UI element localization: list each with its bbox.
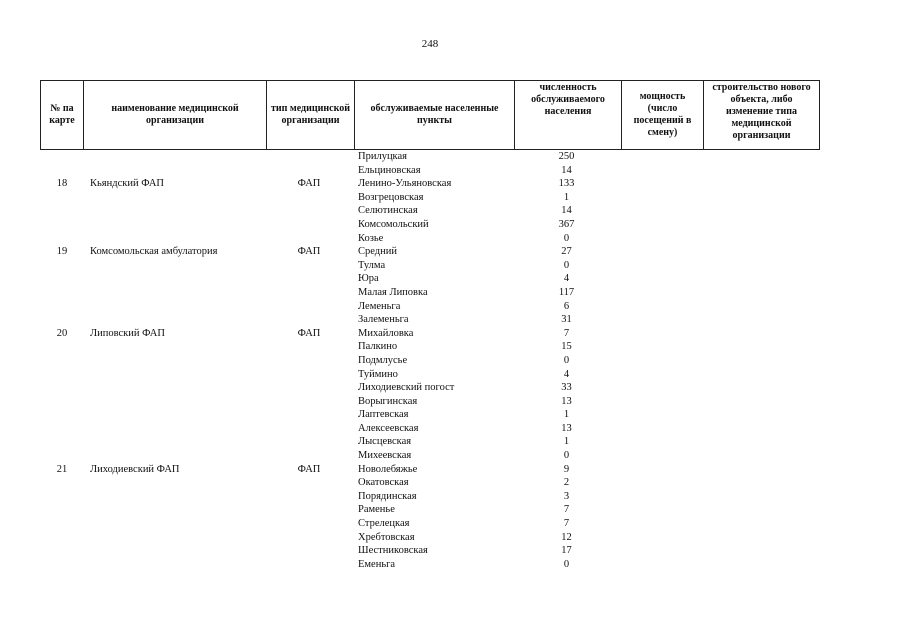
population-value: 250 xyxy=(558,151,575,162)
table-row xyxy=(0,408,905,422)
table-row xyxy=(0,503,905,517)
table-row xyxy=(0,218,905,232)
row-number: 21 xyxy=(56,463,68,475)
population-value: 1 xyxy=(563,409,570,421)
population-value: 7 xyxy=(563,327,570,339)
population-value: 2 xyxy=(563,477,570,489)
population-value: 7 xyxy=(563,518,570,530)
population-value: 12 xyxy=(561,531,572,543)
place-name: Тулма xyxy=(358,259,386,271)
table-row xyxy=(0,449,905,463)
table-header xyxy=(40,80,820,150)
table-row xyxy=(0,381,905,395)
row-number: 18 xyxy=(56,178,68,190)
header-population: численность обслуживаемого населения xyxy=(514,81,621,149)
population-value: 0 xyxy=(563,450,570,462)
population-value: 1 xyxy=(563,436,570,448)
population-value: 14 xyxy=(561,205,572,217)
org-type: ФАП xyxy=(297,246,321,258)
place-name: Палкино xyxy=(358,341,398,353)
table-row xyxy=(0,517,905,531)
table-row xyxy=(0,204,905,218)
place-name: Хребтовская xyxy=(358,531,415,543)
population-value: 117 xyxy=(558,286,575,298)
population-value: 4 xyxy=(563,273,570,285)
place-name: Средний xyxy=(358,246,397,258)
place-name: Возгрецовская xyxy=(358,191,424,203)
table-row xyxy=(0,164,905,178)
table-row xyxy=(0,313,905,327)
place-name: Прилуцкая xyxy=(358,151,407,162)
place-name: Ельциновская xyxy=(358,164,421,176)
place-name: Михайловка xyxy=(358,327,414,339)
table-row xyxy=(0,395,905,409)
header-num: № па карте xyxy=(40,81,83,149)
population-value: 0 xyxy=(563,232,570,244)
table-row xyxy=(0,490,905,504)
table-row xyxy=(0,259,905,273)
place-name: Еменьга xyxy=(358,558,396,570)
place-name: Новолебяжье xyxy=(358,463,418,475)
population-value: 9 xyxy=(563,463,570,475)
place-name: Малая Липовка xyxy=(358,286,428,298)
population-value: 367 xyxy=(558,218,575,230)
table-row xyxy=(0,191,905,205)
population-value: 3 xyxy=(563,490,570,502)
org-name: Комсомольская амбулатория xyxy=(90,246,218,258)
population-value: 13 xyxy=(561,422,572,434)
table-row xyxy=(0,558,905,572)
population-value: 15 xyxy=(561,341,572,353)
population-value: 1 xyxy=(563,191,570,203)
header-type: тип медицинской организации xyxy=(266,81,354,149)
org-type: ФАП xyxy=(297,178,321,190)
population-value: 27 xyxy=(561,246,572,258)
population-value: 33 xyxy=(561,382,572,394)
population-value: 7 xyxy=(563,504,570,516)
row-number: 20 xyxy=(56,327,68,339)
place-name: Шестниковская xyxy=(358,545,428,557)
table-row xyxy=(0,354,905,368)
table-row xyxy=(0,327,905,341)
header-capacity: мощность (число посещений в смену) xyxy=(621,81,703,149)
place-name: Козье xyxy=(358,232,384,244)
place-name: Ленино-Ульяновская xyxy=(358,178,452,190)
org-type: ФАП xyxy=(297,463,321,475)
population-value: 31 xyxy=(561,314,572,326)
population-value: 6 xyxy=(563,300,570,312)
place-name: Селютинская xyxy=(358,205,418,217)
table-row xyxy=(0,232,905,246)
place-name: Лаптевская xyxy=(358,409,409,421)
table-row xyxy=(0,177,905,191)
population-value: 4 xyxy=(563,368,570,380)
population-value: 0 xyxy=(563,259,570,271)
table-row xyxy=(0,544,905,558)
table-row xyxy=(0,245,905,259)
table-row xyxy=(0,340,905,354)
population-value: 0 xyxy=(563,558,570,570)
org-type: ФАП xyxy=(297,327,321,339)
place-name: Стрелецкая xyxy=(358,518,410,530)
place-name: Михеевская xyxy=(358,450,412,462)
population-value: 13 xyxy=(561,395,572,407)
place-name: Подмлусье xyxy=(358,354,408,366)
org-name: Липовский ФАП xyxy=(90,327,165,339)
place-name: Туймино xyxy=(358,368,398,380)
population-value: 14 xyxy=(561,164,572,176)
page-number: 248 xyxy=(421,38,439,50)
org-name: Кьяндский ФАП xyxy=(90,178,165,190)
table-body xyxy=(0,150,905,571)
place-name: Раменье xyxy=(358,504,395,516)
header-places: обслуживаемые населенные пункты xyxy=(354,81,514,149)
place-name: Залеменьга xyxy=(358,314,409,326)
header-construction: строительство нового объекта, либо изменение типа медицинской организации xyxy=(703,81,820,149)
place-name: Юра xyxy=(358,273,379,285)
table-row xyxy=(0,368,905,382)
table-row xyxy=(0,286,905,300)
row-number: 19 xyxy=(56,246,68,258)
place-name: Леменьга xyxy=(358,300,401,312)
table-row xyxy=(0,422,905,436)
table-row xyxy=(0,476,905,490)
place-name: Алексеевская xyxy=(358,422,419,434)
place-name: Лиходиевский погост xyxy=(358,382,455,394)
table-row xyxy=(0,150,905,164)
place-name: Порядинская xyxy=(358,490,417,502)
place-name: Ворыгинская xyxy=(358,395,418,407)
population-value: 133 xyxy=(558,178,575,190)
table-row xyxy=(0,531,905,545)
table-row xyxy=(0,272,905,286)
place-name: Лысцевская xyxy=(358,436,412,448)
population-value: 17 xyxy=(561,545,572,557)
place-name: Окатовская xyxy=(358,477,409,489)
table-row xyxy=(0,435,905,449)
table-row xyxy=(0,300,905,314)
table-row xyxy=(0,463,905,477)
place-name: Комсомольский xyxy=(358,218,429,230)
population-value: 0 xyxy=(563,354,570,366)
header-org: наименование медицинской организации xyxy=(83,81,266,149)
org-name: Лиходиевский ФАП xyxy=(90,463,180,475)
